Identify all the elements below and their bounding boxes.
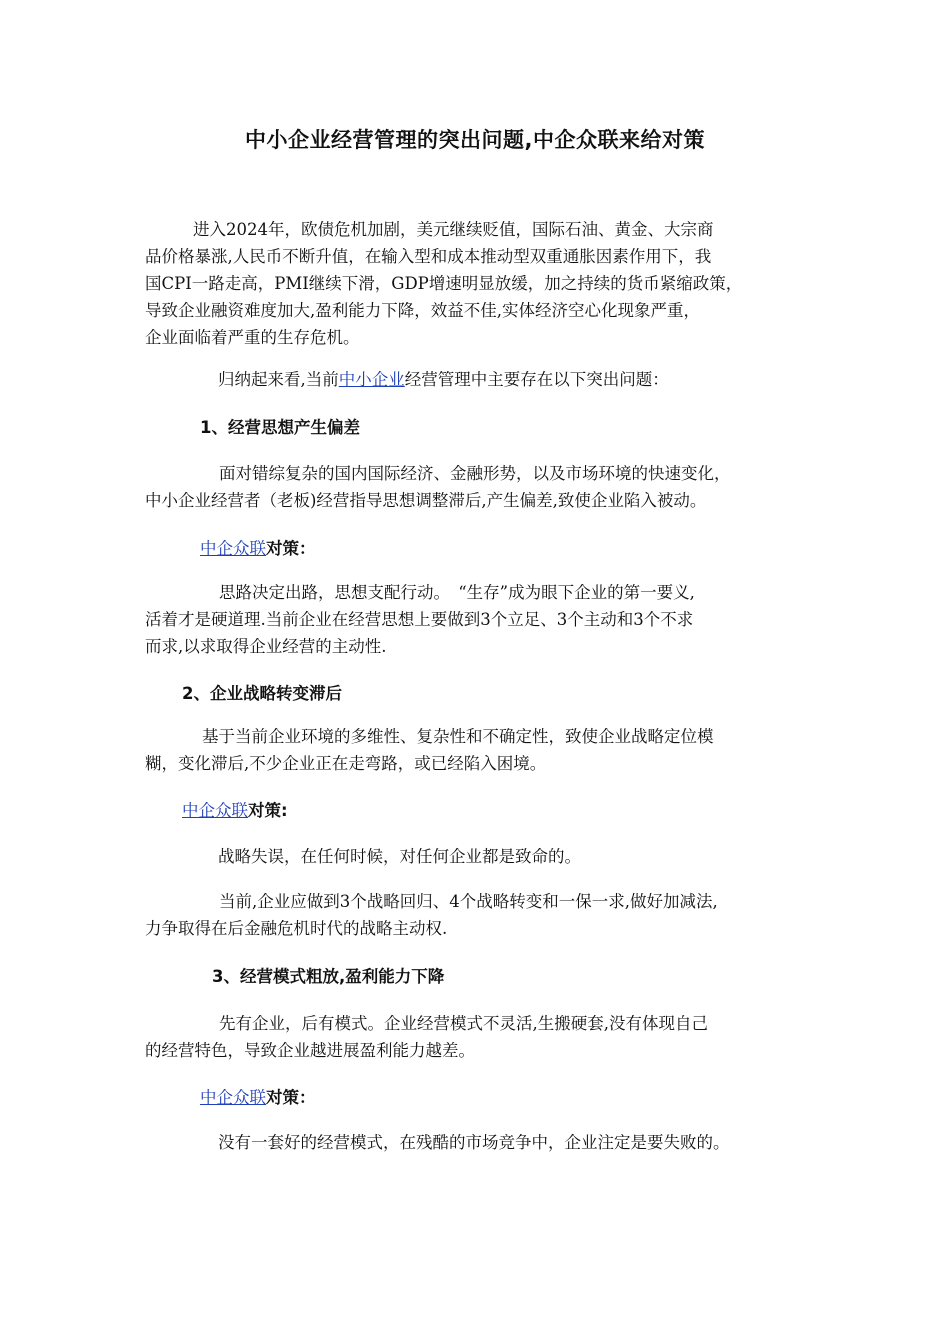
summary-paragraph (218, 366, 883, 393)
section-2-counter (182, 797, 288, 821)
intro-line: 企业面临着严重的生存危机。 (145, 328, 360, 347)
section-1-heading: 1、经营思想产生偏差 (200, 418, 360, 437)
section-1-problem (145, 460, 810, 514)
section-3-answer (218, 1129, 883, 1156)
intro-line: 导致企业融资难度加大,盈利能力下降，效益不佳,实体经济空心化现象严重， (145, 301, 700, 320)
intro-line: 进入2024年，欧债危机加剧，美元继续贬值，国际石油、黄金、大宗商 (193, 220, 714, 239)
counter-label: 对策： (266, 1088, 316, 1107)
problem-line: 面对错综复杂的国内国际经济、金融形势，以及市场环境的快速变化， (219, 464, 731, 483)
counter-label: 对策： (266, 539, 316, 558)
answer-line: 力争取得在后金融危机时代的战略主动权. (145, 919, 448, 938)
section-3-problem (145, 1010, 810, 1064)
section-2-heading: 2、企业战略转变滞后 (182, 684, 342, 703)
problem-line: 的经营特色，导致企业越进展盈利能力越差。 (145, 1041, 475, 1060)
counter-label: 对策: (248, 801, 288, 820)
intro-paragraph (145, 216, 810, 351)
zqzl-link[interactable]: 中企众联 (182, 801, 248, 820)
answer-line: 没有一套好的经营模式，在残酷的市场竞争中，企业注定是要失败的。 (218, 1133, 730, 1152)
section-1-counter (200, 535, 316, 559)
intro-line: 品价格暴涨,人民币不断升值，在输入型和成本推动型双重通胀因素作用下，我 (145, 247, 712, 266)
answer-line: 活着才是硬道理.当前企业在经营思想上要做到3个立足、3个主动和3个不求 (145, 610, 694, 629)
zqzl-link[interactable]: 中企众联 (200, 1088, 266, 1107)
section-2-answer-2 (145, 888, 810, 942)
section-2-answer-1 (218, 843, 883, 870)
section-2-problem (145, 723, 810, 777)
answer-line: 当前,企业应做到3个战略回归、4个战略转变和一保一求,做好加减法, (219, 892, 718, 911)
sme-link[interactable]: 中小企业 (338, 370, 405, 389)
problem-line: 糊，变化滞后,不少企业正在走弯路，或已经陷入困境。 (145, 754, 547, 773)
answer-line: 思路决定出路，思想支配行动。 “生存”成为眼下企业的第一要义, (219, 583, 695, 602)
problem-line: 先有企业，后有模式。企业经营模式不灵活,生搬硬套,没有体现自己 (219, 1014, 708, 1033)
answer-line: 战略失误，在任何时候，对任何企业都是致命的。 (218, 847, 581, 866)
intro-line: 国CPI一路走高，PMI继续下滑，GDP增速明显放缓，加之持续的货币紧缩政策， (145, 274, 743, 293)
zqzl-link[interactable]: 中企众联 (200, 539, 266, 558)
problem-line: 中小企业经营者（老板)经营指导思想调整滞后,产生偏差,致使企业陷入被动。 (145, 491, 707, 510)
page-title: 中小企业经营管理的突出问题,中企众联来给对策 (245, 128, 705, 152)
problem-line: 基于当前企业环境的多维性、复杂性和不确定性，致使企业战略定位模 (202, 727, 714, 746)
summary-text-after: 经营管理中主要存在以下突出问题： (404, 370, 669, 389)
answer-line: 而求,以求取得企业经营的主动性. (145, 637, 387, 656)
section-3-heading: 3、经营模式粗放,盈利能力下降 (212, 967, 445, 986)
section-3-counter (200, 1084, 316, 1108)
summary-text-before: 归纳起来看,当前 (218, 370, 339, 389)
section-1-answer (145, 579, 810, 660)
